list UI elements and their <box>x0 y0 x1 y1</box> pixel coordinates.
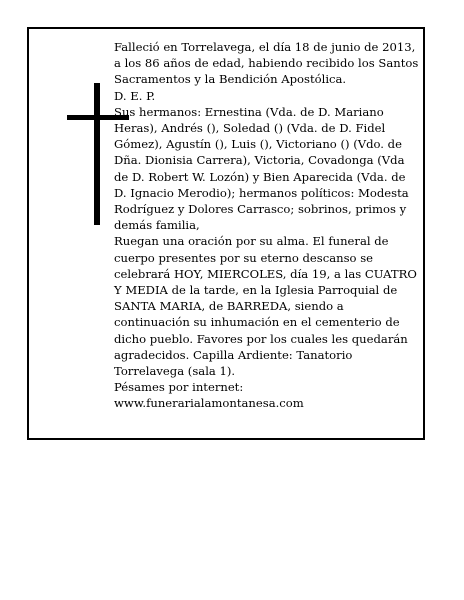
death-announcement: Falleció en Torrelavega, el día 18 de junio de 2013, a los 86 años de edad, habiendo recibido los Santos Sacramentos y la Bendición Apostólica. <box>114 40 419 87</box>
obituary-text <box>114 39 420 412</box>
rip-line: D. E. P. <box>114 88 156 103</box>
family-list: Sus hermanos: Ernestina (Vda. de D. Mariano Heras), Andrés (), Soledad () (Vda. de D. Fidel Gómez), Agustín (), Luis (), Victoriano () (Vdo. de Dña. Dionisia Carrera), Victoria, Covadonga (Vda de D. Robert W. Lozón) y Bien Aparecida (Vda. de D. Ignacio Merodio); hermanos políticos: Modesta Rodríguez y Dolores Carrasco; sobrinos, primos y demás familia, <box>114 104 409 233</box>
cross-vertical-bar <box>94 83 100 225</box>
condolences-line: Pésames por internet: www.funerarialamontanesa.com <box>114 380 304 411</box>
funeral-details: Ruegan una oración por su alma. El funeral de cuerpo presentes por su eterno descanso se celebrará HOY, MIERCOLES, día 19, a las CUATRO Y MEDIA de la tarde, en la Iglesia Parroquial de SANTA MARIA, de BARREDA, siendo a continuación su inhumación en el cementerio de dicho pueblo. Favores por los cuales les quedarán agradecidos. Capilla Ardiente: Tanatorio Torrelavega (sala 1). <box>114 234 417 379</box>
